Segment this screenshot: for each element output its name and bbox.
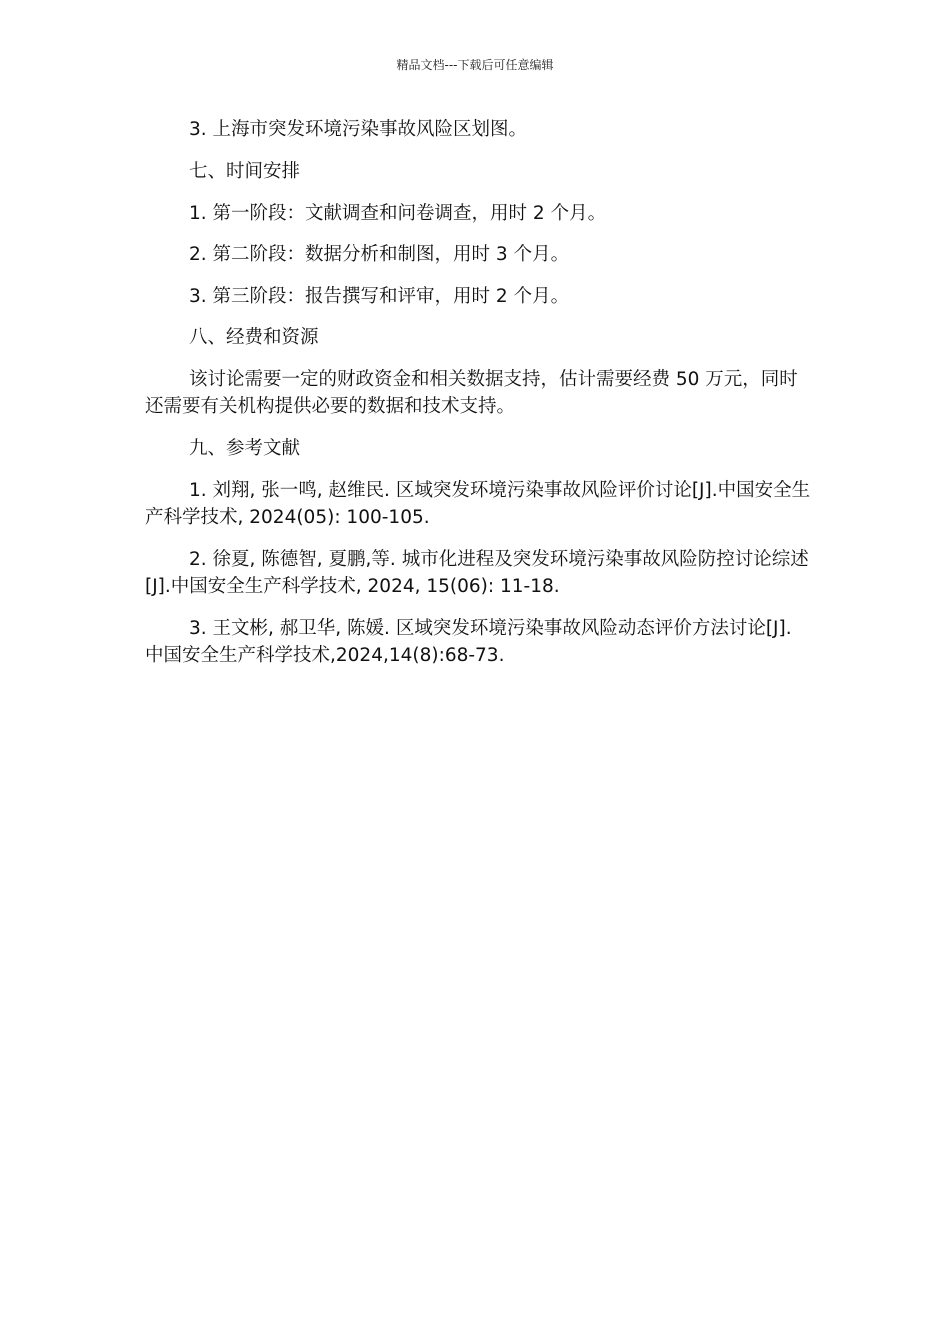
section-heading-funding: 八、经费和资源 <box>189 327 319 348</box>
section-heading-schedule: 七、时间安排 <box>189 161 301 182</box>
section-heading-references: 九、参考文献 <box>189 438 301 459</box>
reference-item-3: 3. 王文彬, 郝卫华, 陈媛. 区域突发环境污染事故风险动态评价方法讨论[J]. 中国安全生产科学技术,2024,14(8):68-73. <box>145 618 792 666</box>
schedule-item-phase-2: 2. 第二阶段：数据分析和制图，用时 3 个月。 <box>189 244 570 265</box>
schedule-item-phase-3: 3. 第三阶段：报告撰写和评审，用时 2 个月。 <box>189 286 570 307</box>
funding-paragraph: 该讨论需要一定的财政资金和相关数据支持，估计需要经费 50 万元，同时还需要有关机构提供必要的数据和技术支持。 <box>145 369 798 417</box>
list-item-risk-map: 3. 上海市突发环境污染事故风险区划图。 <box>189 119 528 140</box>
schedule-item-phase-1: 1. 第一阶段：文献调查和问卷调查，用时 2 个月。 <box>189 203 607 224</box>
reference-item-2: 2. 徐夏, 陈德智, 夏鹏,等. 城市化进程及突发环境污染事故风险防控讨论综述[J].中国安全生产科学技术, 2024, 15(06): 11-18. <box>145 549 809 597</box>
reference-item-1: 1. 刘翔, 张一鸣, 赵维民. 区域突发环境污染事故风险评价讨论[J].中国安全生产科学技术, 2024(05): 100-105. <box>145 480 811 528</box>
page-header: 精品文档---下载后可任意编辑 <box>396 58 554 72</box>
